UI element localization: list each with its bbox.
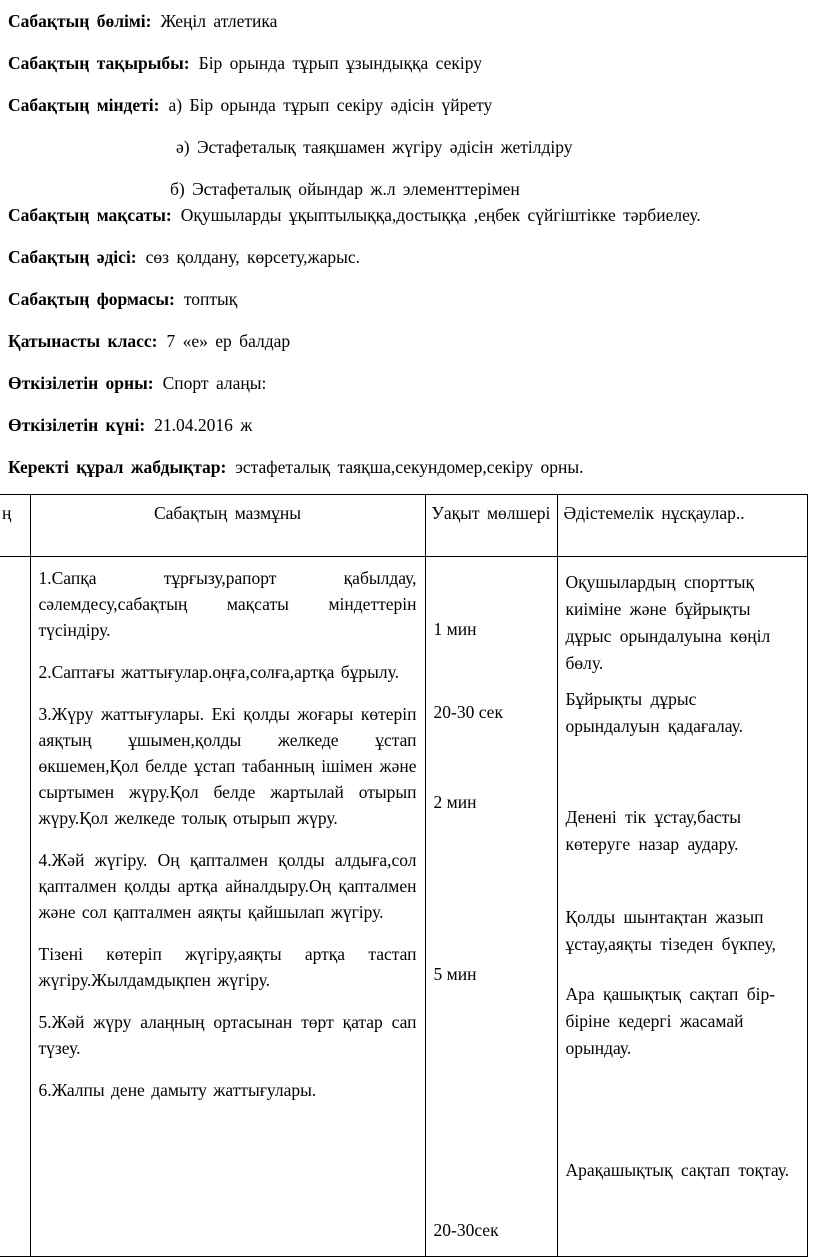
field-lesson-method xyxy=(0,244,816,270)
content-paragraph-4: 4.Жәй жүгіру. Оң қапталмен қолды алдыға,сол қапталмен қолды артқа айналдыру.Оң қапталмен және сол қапталмен аяқты қайшылап жүгіру. xyxy=(38,850,417,922)
field-lesson-objective-label: Сабақтың міндеті: xyxy=(8,95,160,115)
field-lesson-topic xyxy=(0,50,816,76)
time-column-cell xyxy=(425,557,557,1257)
content-paragraph-2: 2.Саптағы жаттығулар.оңға,солға,артқа бұрылу. xyxy=(38,662,400,682)
field-location-label: Өткізілетін орны: xyxy=(8,373,154,393)
note-paragraph-1: Оқушылардың спорттық киіміне және бұйрықты дұрыс орындалуына көңіл бөлу. xyxy=(565,572,771,673)
field-lesson-goal-label: Сабақтың мақсаты: xyxy=(8,205,172,225)
note-paragraph-5: Ара қашықтық сақтап бір-біріне кедергі жасамай орындау. xyxy=(565,984,776,1058)
field-lesson-method-value: сөз қолдану, көрсету,жарыс. xyxy=(145,247,361,267)
col-header-time: Уақыт мөлшері xyxy=(425,495,557,557)
notes-column-cell xyxy=(557,557,807,1257)
lesson-header xyxy=(0,8,816,480)
table-header-row xyxy=(0,495,807,557)
lesson-content-cell xyxy=(30,557,425,1257)
field-lesson-section-value: Жеңіл атлетика xyxy=(160,11,278,31)
field-lesson-section xyxy=(0,8,816,34)
field-lesson-goal-value: Оқушыларды ұқыптылыққа,достыққа ,еңбек сүйгіштікке тәрбиелеу. xyxy=(180,205,701,225)
field-date xyxy=(0,412,816,438)
field-class-label: Қатынасты класс: xyxy=(8,331,158,351)
field-class xyxy=(0,328,816,354)
field-objective-item-b-value: б) Эстафеталық ойындар ж.л элементтерімен xyxy=(170,179,520,199)
field-objective-item-a-value: ә) Эстафеталық таяқшамен жүгіру әдісін жетілдіру xyxy=(176,137,573,157)
time-value-5: 20-30сек xyxy=(433,1220,499,1240)
note-paragraph-4: Қолды шынтақтан жазып ұстау,аяқты тізеден бүкпеу, xyxy=(565,907,776,954)
note-paragraph-6: Арақашықтық сақтап тоқтау. xyxy=(565,1160,790,1180)
field-location xyxy=(0,370,816,396)
field-location-value: Спорт алаңы: xyxy=(162,373,267,393)
field-lesson-objective-value: а) Бір орында тұрып секіру әдісін үйрету xyxy=(168,95,493,115)
field-lesson-objective xyxy=(0,92,816,118)
field-date-label: Өткізілетін күні: xyxy=(8,415,146,435)
lesson-plan-table xyxy=(0,494,808,1257)
time-value-3: 2 мин xyxy=(433,792,477,812)
field-lesson-topic-value: Бір орында тұрып ұзындыққа секіру xyxy=(198,53,482,73)
field-equipment-value: эстафеталық таяқша,секундомер,секіру орны. xyxy=(235,457,584,477)
time-value-2: 20-30 сек xyxy=(433,702,503,722)
table-body-row xyxy=(0,557,807,1257)
field-lesson-method-label: Сабақтың әдісі: xyxy=(8,247,137,267)
time-value-4: 5 мин xyxy=(433,964,477,984)
col-header-notes: Әдістемелік нұсқаулар.. xyxy=(557,495,807,557)
content-paragraph-3: 3.Жүру жаттығулары. Екі қолды жоғары көтеріп аяқтың ұшымен,қолды желкеде ұстап өкшемен,Қол белде ұстап табанның ішімен және сыртымен жүру.Қол белде жартылай отырып жүру.Қол желкеде толық отырып жүру. xyxy=(38,704,417,828)
note-paragraph-3: Денені тік ұстау,басты көтеруге назар аудару. xyxy=(565,807,742,854)
field-lesson-topic-label: Сабақтың тақырыбы: xyxy=(8,53,190,73)
time-value-1: 1 мин xyxy=(433,619,477,639)
field-lesson-form-label: Сабақтың формасы: xyxy=(8,289,175,309)
content-paragraph-1: 1.Сапқа тұрғызу,рапорт қабылдау, сәлемдесу,сабақтың мақсаты міндеттерін түсіндіру. xyxy=(38,568,417,640)
note-paragraph-2: Бұйрықты дұрыс орындалуын қадағалау. xyxy=(565,689,743,736)
field-lesson-form-value: топтық xyxy=(183,289,238,309)
col-header-content: Сабақтың мазмұны xyxy=(30,495,425,557)
field-equipment xyxy=(0,454,816,480)
col-header-left-cropped: ң xyxy=(0,495,30,557)
field-date-value: 21.04.2016 ж xyxy=(154,415,253,435)
field-lesson-section-label: Сабақтың бөлімі: xyxy=(8,11,152,31)
content-paragraph-5: Тізені көтеріп жүгіру,аяқты артқа тастап жүгіру.Жылдамдықпен жүгіру. xyxy=(38,944,417,990)
left-column-cell xyxy=(0,557,30,1257)
content-paragraph-6: 5.Жәй жүру алаңның ортасынан төрт қатар сап түзеу. xyxy=(38,1012,417,1058)
field-lesson-form xyxy=(0,286,816,312)
field-objective-item-a xyxy=(0,134,816,160)
field-class-value: 7 «е» ер балдар xyxy=(166,331,291,351)
field-objective-item-b xyxy=(0,176,816,202)
field-lesson-goal xyxy=(0,202,816,228)
field-equipment-label: Керекті құрал жабдықтар: xyxy=(8,457,227,477)
content-paragraph-7: 6.Жалпы дене дамыту жаттығулары. xyxy=(38,1080,317,1100)
